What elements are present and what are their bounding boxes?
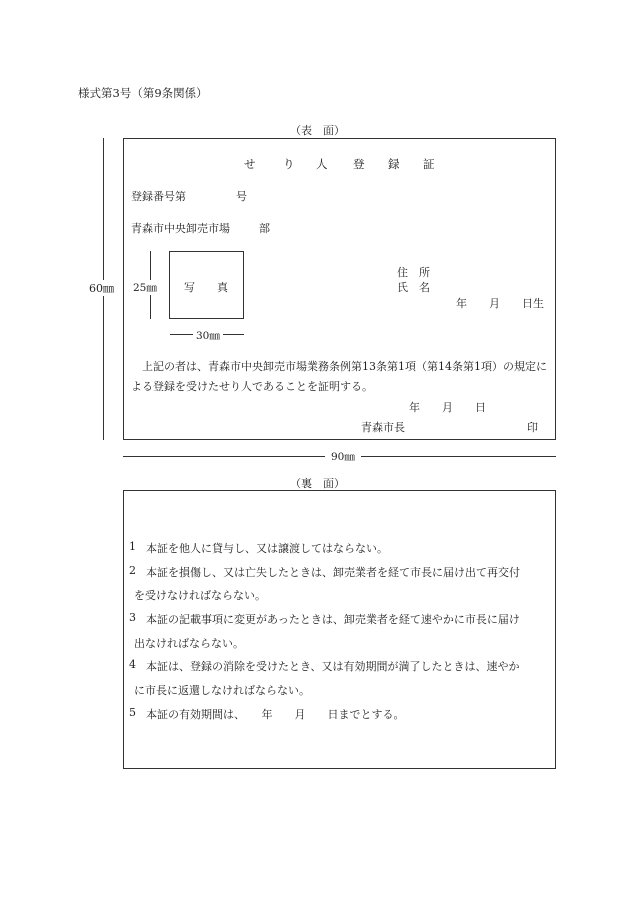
note-line: 出なければならない。 — [134, 637, 244, 650]
seal-mark: 印 — [527, 421, 538, 434]
note-number: 1 — [129, 540, 136, 553]
registration-suffix: 号 — [236, 190, 247, 203]
back-card — [123, 490, 556, 769]
note-number: 3 — [129, 611, 136, 624]
note-number: 2 — [129, 564, 136, 577]
form-id: 様式第3号（第9条関係） — [78, 86, 208, 100]
certification-line-2: よる登録を受けたせり人であることを証明する。 — [131, 380, 373, 393]
photo-height-label: 25㎜ — [133, 282, 157, 294]
card-width-label: 90㎜ — [325, 449, 361, 464]
note-line: 本証を他人に貸与し、又は譲渡してはならない。 — [146, 542, 388, 555]
note-line: 本証は、登録の消除を受けたとき、又は有効期間が満了したときは、速やか — [146, 660, 520, 673]
back-heading: （裏 面） — [290, 477, 345, 490]
note-line: 本証を損傷し、又は亡失したときは、卸売業者を経て市長に届け出て再交付 — [146, 566, 520, 579]
name-label: 氏 名 — [397, 281, 430, 294]
market-label: 青森市中央卸売市場 — [131, 222, 230, 235]
address-label: 住 所 — [397, 266, 430, 279]
issue-date: 年 月 日 — [409, 401, 486, 414]
title-char-4: 登 — [353, 157, 365, 171]
market-suffix: 部 — [259, 222, 270, 235]
note-line: を受けなければならない。 — [134, 589, 266, 602]
birth-date: 年 月 日生 — [456, 297, 544, 310]
note-number: 5 — [129, 706, 136, 719]
front-heading: （表 面） — [290, 124, 345, 137]
title-char-5: 録 — [388, 157, 400, 171]
note-number: 4 — [129, 658, 136, 671]
title-char-2: り — [283, 157, 295, 171]
issuer: 青森市長 — [361, 421, 405, 434]
title-char-3: 人 — [316, 157, 328, 171]
registration-label: 登録番号第 — [131, 190, 186, 203]
title-char-6: 証 — [423, 157, 435, 171]
photo-label: 写 真 — [184, 281, 228, 294]
title-char-1: せ — [244, 157, 256, 171]
note-line: 本証の記載事項に変更があったときは、卸売業者を経て速やかに市長に届け — [146, 613, 520, 626]
certification-line-1: 上記の者は、青森市中央卸売市場業務条例第13条第1項（第14条第1項）の規定に — [142, 360, 547, 373]
photo-width-label: 30㎜ — [193, 328, 223, 343]
card-height-label: 60㎜ — [89, 282, 114, 295]
note-line: に市長に返還しなければならない。 — [134, 684, 310, 697]
note-line: 本証の有効期間は、 年 月 日までとする。 — [146, 708, 405, 721]
